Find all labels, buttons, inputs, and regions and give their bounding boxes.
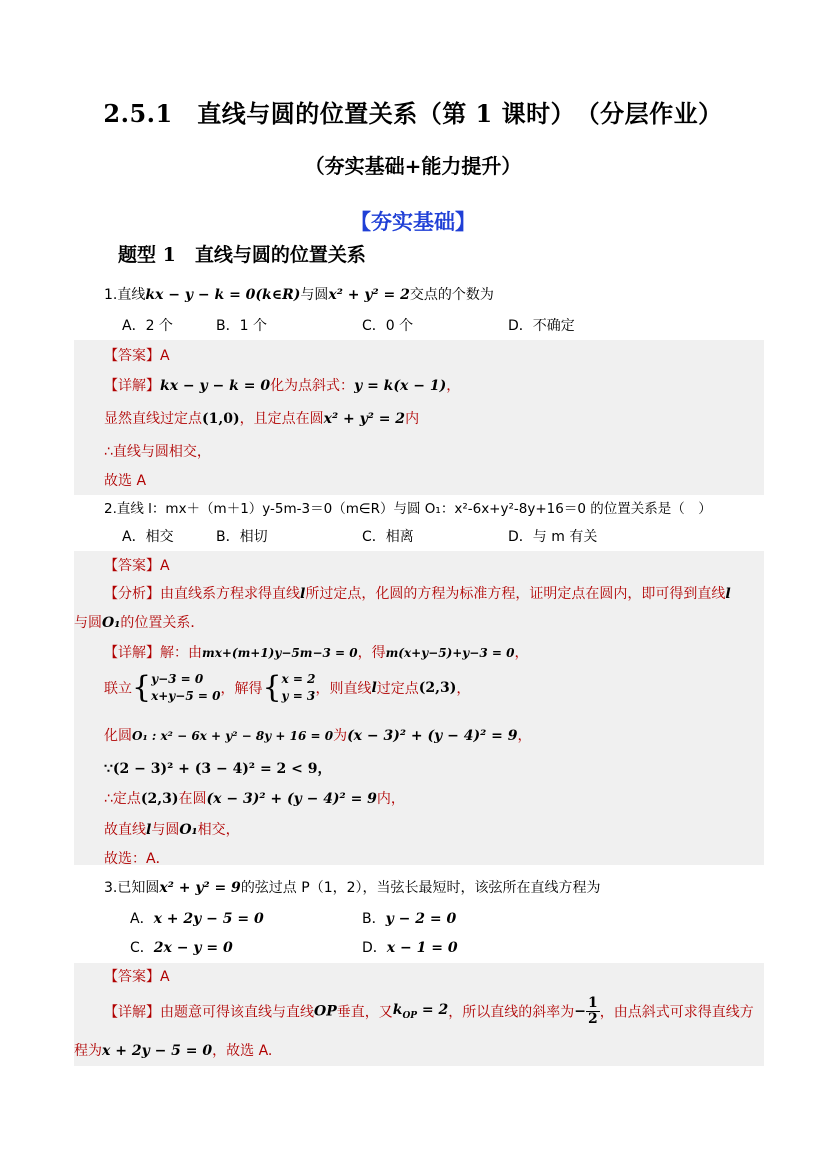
q2-analysis-line1: 【分析】由直线系方程求得直线l所过定点，化圆的方程为标准方程，证明定点在圆内，即可得到直线l — [104, 586, 731, 602]
q1-option-c: C．0 个 — [362, 318, 414, 334]
q1-option-d: D．不确定 — [508, 318, 575, 334]
q2-option-c: C．相离 — [362, 529, 414, 545]
q1-detail-line4: 故选 A — [104, 473, 147, 489]
q2-final: 故选：A． — [104, 851, 170, 867]
q2-answer: 【答案】A — [104, 558, 170, 574]
q3-option-b: B．y − 2 = 0 — [362, 911, 457, 927]
q2-option-b: B．相切 — [216, 529, 268, 545]
q3-option-d: D．x − 1 = 0 — [362, 940, 458, 956]
q3-detail-line1: 【详解】由题意可得该直线与直线OP垂直，又$k_{OP} = 2$，所以直线的斜率为− $\frac{1}{2}$ ，由点斜式可求得直线方 — [104, 995, 754, 1027]
q1-option-a: A．2 个 — [122, 318, 173, 334]
q2-option-a: A．相交 — [122, 529, 174, 545]
q3-detail-line2: 程为x + 2y − 5 = 0，故选 A. — [74, 1043, 273, 1059]
q2-analysis-line2: 与圆O₁的位置关系． — [74, 615, 205, 631]
section-heading: 【夯实基础】 — [350, 209, 476, 234]
q1-detail-line2: 显然直线过定点(1,0)，且定点在圆x² + y² = 2内 — [104, 411, 420, 427]
q3-option-c: C．2x − y = 0 — [130, 940, 233, 956]
q1-stem: 1.直线kx − y − k = 0(k∈R)与圆x² + y² = 2交点的个数为 — [104, 287, 494, 303]
q2-detail-circle: 化圆O₁ : x² − 6x + y² − 8y + 16 = 0为(x − 3)² + (y − 4)² = 9， — [104, 728, 532, 744]
q2-detail-inequality: ∵(2 − 3)² + (3 − 4)² = 2 < 9， — [104, 761, 332, 777]
page-title: 2.5.1 直线与圆的位置关系（第 1 课时） （分层作业） — [103, 99, 723, 128]
q2-detail-system: 联立{ y−3 = 0 x+y−5 = 0 ，解得{ x = 2 y = 3 ，则直线l过定点(2,3)， — [104, 670, 471, 705]
q3-option-a: A．x + 2y − 5 = 0 — [130, 911, 264, 927]
q1-option-b: B．1 个 — [216, 318, 267, 334]
q2-detail-line1: 【详解】解：由mx+(m+1)y−5m−3 = 0，得m(x+y−5)+y−3 = 0， — [104, 645, 529, 661]
q3-stem: 3.已知圆x² + y² = 9的弦过点 P（1，2），当弦长最短时，该弦所在直线方程为 — [104, 880, 601, 896]
q2-detail-conclusion: 故直线l与圆O₁相交， — [104, 822, 240, 838]
q1-detail-line1: 【详解】kx − y − k = 0化为点斜式：y = k(x − 1)， — [104, 378, 461, 394]
q1-detail-line3: ∴直线与圆相交， — [104, 444, 211, 460]
q2-option-d: D．与 m 有关 — [508, 529, 598, 545]
page-subtitle: （夯实基础+能力提升） — [304, 154, 522, 178]
q2-detail-inside: ∴定点(2,3)在圆(x − 3)² + (y − 4)² = 9内， — [104, 791, 405, 807]
q3-answer: 【答案】A — [104, 969, 170, 985]
question-type-heading: 题型 1 直线与圆的位置关系 — [118, 244, 366, 266]
q1-answer: 【答案】A — [104, 348, 170, 364]
q2-stem: 2.直线 l：mx＋（m＋1）y-5m-3＝0（m∈R）与圆 O₁：x²-6x+y²-8y+16＝0 的位置关系是（ ） — [104, 501, 712, 517]
